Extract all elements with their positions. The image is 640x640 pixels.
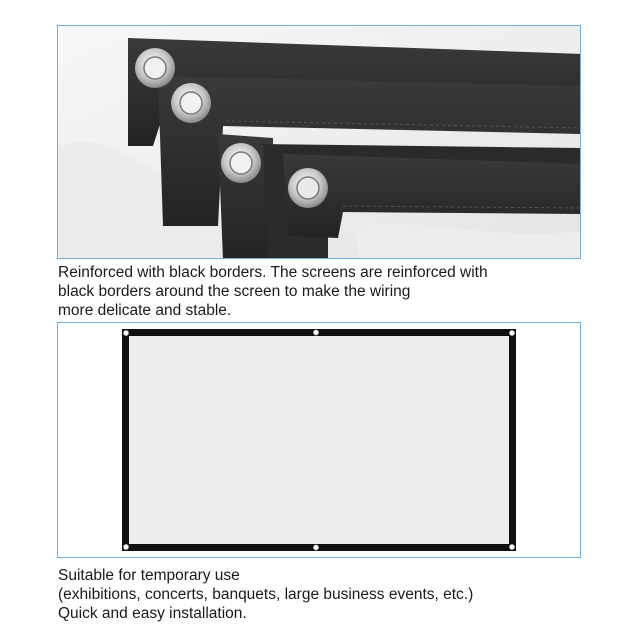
caption-line: more delicate and stable. bbox=[58, 302, 232, 319]
caption-line: black borders around the screen to make the wiring bbox=[58, 283, 411, 300]
caption-line: Quick and easy installation. bbox=[58, 605, 247, 622]
projection-screen-illustration bbox=[58, 323, 581, 558]
metal-grommet-icon bbox=[288, 168, 328, 208]
caption-line: Suitable for temporary use bbox=[58, 567, 240, 584]
projection-screen-photo bbox=[57, 322, 581, 558]
usage-description bbox=[58, 566, 598, 623]
metal-grommet-icon bbox=[221, 143, 261, 183]
caption-line: (exhibitions, concerts, banquets, large business events, etc.) bbox=[58, 586, 474, 603]
border-closeup-illustration bbox=[58, 26, 581, 259]
border-description bbox=[58, 263, 598, 320]
screen-white-surface bbox=[129, 336, 509, 544]
metal-grommet-icon bbox=[135, 48, 175, 88]
border-closeup-photo bbox=[57, 25, 581, 259]
caption-line: Reinforced with black borders. The screens are reinforced with bbox=[58, 264, 488, 281]
metal-grommet-icon bbox=[171, 83, 211, 123]
